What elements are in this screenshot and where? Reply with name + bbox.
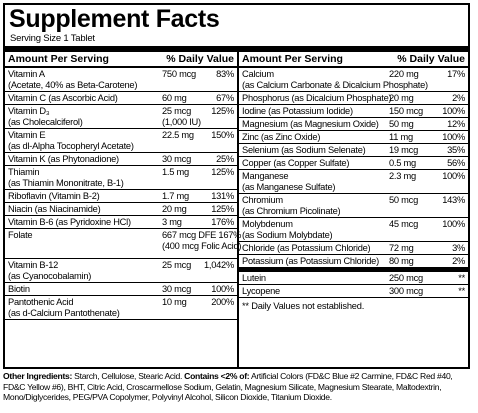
nutrient-name-line: Phosphorus (as Dicalcium Phosphate) [242, 93, 392, 103]
nutrient-daily-value: 67% [216, 93, 234, 103]
nutrient-daily-value: 17% [447, 69, 465, 79]
nutrient-daily-value: 35% [447, 145, 465, 155]
nutrient-name-line: (as Cyanocobalamin) [8, 270, 92, 281]
nutrient-amount [162, 154, 191, 165]
nutrient-row [239, 285, 468, 298]
nutrient-row [239, 92, 468, 105]
nutrient-amount-line: 19 mcg [389, 145, 418, 155]
nutrient-amount-line: 30 mcg [162, 154, 191, 164]
nutrient-daily-value: 2% [452, 256, 465, 266]
nutrient-daily-value: 200% [211, 297, 234, 307]
nutrient-name-line: Niacin (as Niacinamide) [8, 204, 101, 214]
nutrient-daily-value: 2% [452, 93, 465, 103]
nutrient-name-line: (as dl-Alpha Tocopheryl Acetate) [8, 140, 134, 151]
nutrient-name-line: Zinc (as Zinc Oxide) [242, 132, 321, 142]
serving-size: Serving Size 1 Tablet [10, 33, 95, 44]
nutrient-row [239, 144, 468, 157]
nutrient-amount [389, 145, 418, 156]
nutrient-name [242, 243, 370, 254]
nutrient-name [8, 191, 99, 202]
nutrient-amount-line: 2.3 mg [389, 171, 416, 181]
nutrient-name-line: (as Sodium Molybdate) [242, 229, 333, 240]
nutrient-row [5, 153, 237, 166]
nutrient-name-line: Pantothenic Acid [8, 297, 74, 307]
nutrient-daily-value: 25% [216, 154, 234, 164]
nutrient-name [8, 154, 119, 165]
nutrient-amount [162, 69, 196, 80]
nutrient-amount [389, 195, 418, 206]
nutrient-name-line: Vitamin B-12 [8, 260, 59, 270]
nutrient-daily-value: 56% [447, 158, 465, 168]
daily-value-note: ** Daily Values not established. [242, 301, 365, 311]
nutrient-amount [162, 284, 191, 295]
nutrient-amount [389, 158, 416, 169]
nutrient-amount [162, 230, 241, 251]
nutrient-amount-line: 45 mcg [389, 219, 418, 229]
nutrient-row [5, 68, 237, 92]
nutrient-amount-line: 22.5 mg [162, 130, 194, 140]
nutrient-daily-value: 1,042% [203, 260, 234, 270]
nutrient-amount [389, 93, 414, 104]
nutrient-amount [389, 273, 423, 284]
nutrient-name [8, 93, 118, 104]
nutrient-daily-value: 125% [211, 167, 234, 177]
nutrient-name [242, 286, 280, 297]
nutrient-amount-line: 11 mg [389, 132, 413, 142]
nutrient-daily-value: 125% [211, 204, 234, 214]
nutrient-row [5, 92, 237, 105]
nutrient-amount-line: 0.5 mg [389, 158, 416, 168]
nutrient-amount-line: 1.7 mg [162, 191, 189, 201]
contains-label: Contains <2% of: [184, 371, 250, 381]
nutrient-name [8, 167, 124, 188]
nutrient-row [5, 259, 237, 283]
nutrient-name-line: Chloride (as Potassium Chloride) [242, 243, 371, 253]
nutrient-row [5, 166, 237, 190]
right-column-header [239, 52, 468, 66]
nutrient-name-line: Biotin [8, 284, 30, 294]
nutrient-name-line: Lutein [242, 273, 266, 283]
nutrient-name-line: (as d-Calcium Pantothenate) [8, 307, 120, 318]
nutrient-name [242, 93, 391, 104]
nutrient-name [8, 204, 100, 215]
nutrient-name-line: Vitamin D₃ [8, 106, 50, 116]
nutrient-daily-value: 176% [211, 217, 234, 227]
nutrient-amount [162, 106, 201, 127]
other-ingredients-list: Artificial Colors (FD&C Blue #2 Carmine, FD&C Red #40, FD&C Yellow #6), BHT, Citric Acid, Croscarmellose Sodium, Gelatin, Magnesium Silicate, Magnesium Stearate, Maltodextrin, Mono/Diglycerides, PEG/PVA Copolymer, Polyvinyl Alcohol, Silicon Dioxide, Titanium Dioxide. [3, 371, 453, 403]
nutrient-name-line: (as Cholecalciferol) [8, 116, 83, 127]
nutrient-amount [389, 69, 419, 80]
nutrient-name [8, 69, 137, 90]
nutrient-amount [389, 219, 418, 230]
nutrient-row [5, 190, 237, 203]
nutrient-name-line: Thiamin [8, 167, 40, 177]
nutrient-name-line: Iodine (as Potassium Iodide) [242, 106, 353, 116]
daily-value-header: % Daily Value [166, 53, 234, 65]
other-ingredients-text: Starch, Cellulose, Stearic Acid. [72, 371, 185, 381]
nutrient-amount [162, 130, 194, 141]
nutrient-amount-line: 50 mcg [389, 195, 418, 205]
nutrient-name-line: Selenium (as Sodium Selenate) [242, 145, 366, 155]
amount-header: Amount Per Serving [242, 53, 343, 65]
nutrient-amount-line: 750 mcg [162, 69, 196, 79]
nutrient-daily-value: 3% [452, 243, 465, 253]
nutrient-row [239, 157, 468, 170]
nutrient-daily-value: 100% [442, 171, 465, 181]
nutrient-amount [162, 260, 191, 271]
nutrient-name [242, 273, 266, 284]
nutrient-name-line: Chromium [242, 195, 283, 205]
nutrient-row [239, 131, 468, 144]
nutrient-name-line: Riboflavin (Vitamin B-2) [8, 191, 100, 201]
nutrient-daily-value: 100% [442, 132, 465, 142]
nutrient-amount-line: (1,000 IU) [162, 116, 201, 127]
supplement-facts-panel [3, 3, 470, 369]
nutrient-name-line: (as Chromium Picolinate) [242, 205, 341, 216]
nutrient-name [242, 119, 379, 130]
nutrient-row [5, 283, 237, 296]
nutrient-amount [162, 297, 187, 308]
nutrient-daily-value: 125% [211, 106, 234, 116]
nutrient-amount-line: 250 mcg [389, 273, 423, 283]
nutrient-name [8, 260, 91, 281]
nutrient-row [239, 68, 468, 92]
amount-header: Amount Per Serving [8, 53, 109, 65]
nutrient-amount-line: 50 mg [389, 119, 414, 129]
nutrient-name [242, 145, 366, 156]
nutrient-amount-line: 1.5 mg [162, 167, 189, 177]
nutrient-amount-line: 3 mg [162, 217, 182, 227]
nutrient-amount-line: 20 mg [162, 204, 187, 214]
nutrient-name [8, 297, 120, 318]
nutrient-row [239, 170, 468, 194]
nutrient-daily-value: 83% [216, 69, 234, 79]
nutrient-name [242, 195, 340, 216]
nutrient-name [8, 130, 134, 151]
nutrient-amount-line: (400 mcg Folic Acid) [162, 240, 242, 251]
nutrient-amount [389, 243, 414, 254]
nutrient-name-line: (Acetate, 40% as Beta-Carotene) [8, 79, 138, 90]
nutrient-amount-line: 25 mcg [162, 260, 191, 270]
nutrient-name [242, 158, 349, 169]
nutrient-daily-value: 12% [447, 119, 465, 129]
nutrient-row [239, 105, 468, 118]
nutrient-name-line: Magnesium (as Magnesium Oxide) [242, 119, 379, 129]
nutrient-daily-value: 131% [211, 191, 234, 201]
nutrient-row [5, 105, 237, 129]
left-column-header [5, 52, 237, 66]
nutrient-name-line: Lycopene [242, 286, 280, 296]
nutrient-row [5, 229, 242, 259]
daily-value-header: % Daily Value [397, 53, 465, 65]
nutrient-amount-line: 667 mcg DFE 167% [162, 230, 242, 240]
nutrient-amount-line: 10 mg [162, 297, 187, 307]
nutrient-amount [389, 286, 423, 297]
nutrient-amount [389, 256, 414, 267]
nutrient-daily-value: 100% [442, 106, 465, 116]
nutrient-name [242, 171, 335, 192]
nutrient-amount-line: 60 mg [162, 93, 187, 103]
nutrient-name [8, 217, 131, 228]
nutrient-name [8, 106, 83, 127]
nutrient-row [5, 296, 237, 320]
nutrient-name-line: Folate [8, 230, 33, 240]
nutrient-name-line: Molybdenum [242, 219, 293, 229]
nutrient-amount [389, 132, 413, 143]
nutrient-amount [162, 217, 182, 228]
nutrient-name [8, 284, 30, 295]
panel-title: Supplement Facts [9, 5, 220, 33]
other-ingredients-label: Other Ingredients: [3, 371, 73, 381]
nutrient-amount [162, 191, 189, 202]
nutrient-name-line: Vitamin E [8, 130, 46, 140]
nutrient-name-line: Vitamin C (as Ascorbic Acid) [8, 93, 118, 103]
nutrient-name-line: (as Calcium Carbonate & Dicalcium Phosphate) [242, 79, 428, 90]
nutrient-name [242, 132, 320, 143]
nutrient-row [239, 194, 468, 218]
nutrient-daily-value: ** [458, 273, 465, 283]
nutrient-amount-line: 20 mg [389, 93, 414, 103]
nutrient-row [239, 118, 468, 131]
nutrient-name [242, 256, 379, 267]
nutrient-daily-value: ** [458, 286, 465, 296]
nutrient-daily-value: 100% [211, 284, 234, 294]
nutrient-amount-line: 30 mcg [162, 284, 191, 294]
nutrient-row [5, 216, 237, 229]
nutrient-name-line: Potassium (as Potassium Chloride) [242, 256, 379, 266]
nutrient-amount [389, 119, 414, 130]
nutrient-row [239, 242, 468, 255]
nutrient-daily-value: 100% [442, 219, 465, 229]
nutrient-name-line: (as Manganese Sulfate) [242, 181, 336, 192]
nutrient-amount [162, 93, 187, 104]
nutrient-daily-value: 150% [211, 130, 234, 140]
nutrient-daily-value: 143% [442, 195, 465, 205]
nutrient-amount-line: 150 mcg [389, 106, 423, 116]
nutrient-amount [162, 204, 187, 215]
nutrient-name-line: Copper (as Copper Sulfate) [242, 158, 350, 168]
nutrient-amount-line: 72 mg [389, 243, 414, 253]
nutrient-row [239, 272, 468, 285]
nutrient-amount-line: 300 mcg [389, 286, 423, 296]
nutrient-amount-line: 220 mg [389, 69, 419, 79]
nutrient-amount [389, 171, 416, 182]
nutrient-amount [389, 106, 423, 117]
nutrient-amount-line: 80 mg [389, 256, 414, 266]
nutrient-name-line: Vitamin A [8, 69, 45, 79]
nutrient-name [242, 106, 353, 117]
nutrient-amount-line: 25 mcg [162, 106, 191, 116]
nutrient-row [239, 255, 468, 268]
other-ingredients [3, 371, 473, 403]
nutrient-row [5, 203, 237, 216]
nutrient-name-line: Calcium [242, 69, 274, 79]
nutrient-name-line: Vitamin K (as Phytonadione) [8, 154, 119, 164]
nutrient-name-line: Vitamin B-6 (as Pyridoxine HCl) [8, 217, 131, 227]
nutrient-amount [162, 167, 189, 178]
nutrient-name [8, 230, 32, 241]
nutrient-name-line: (as Thiamin Mononitrate, B-1) [8, 177, 124, 188]
nutrient-row [239, 218, 468, 242]
nutrient-name-line: Manganese [242, 171, 289, 181]
nutrient-row [5, 129, 237, 153]
nutrient-name [242, 219, 332, 240]
